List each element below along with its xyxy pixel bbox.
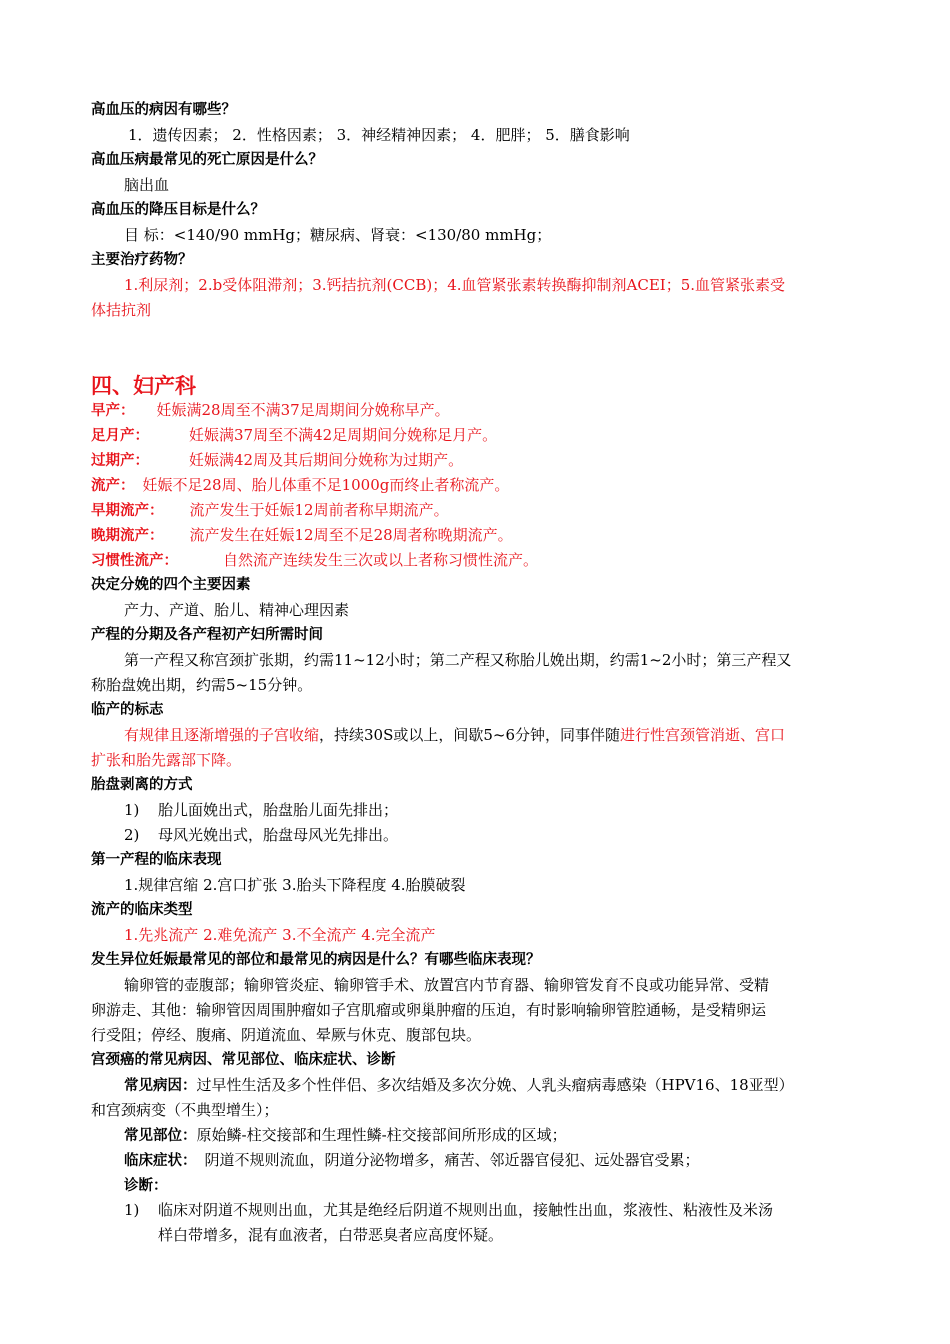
answer-hypertension-drugs-line2: 体拮抗剂	[91, 301, 152, 319]
question-placenta-separation: 胎盘剥离的方式	[91, 777, 193, 793]
cervical-diagnosis-label	[124, 1173, 870, 1199]
question-abortion-types: 流产的临床类型	[91, 902, 193, 918]
item-text: 母风光娩出式，胎盘母风光先排出。	[158, 826, 399, 844]
item-number: 1)	[124, 801, 140, 819]
term-definition: 流产发生于妊娠12周前者称早期流产。	[189, 501, 449, 519]
answer-labor-signs-line1	[124, 723, 870, 748]
term-label: 早期流产：	[91, 503, 164, 519]
item-text: 临床对阴道不规则出血，尤其是绝经后阴道不规则出血，接触性出血，浆液性、粘液性及米汤	[158, 1201, 774, 1219]
term-label: 早产：	[91, 403, 135, 419]
answer-abortion-types: 1.先兆流产 2.难免流产 3.不全流产 4.完全流产	[124, 926, 436, 944]
question-delivery-factors: 决定分娩的四个主要因素	[91, 577, 251, 593]
cervical-cause-line2: 和宫颈病变（不典型增生）；	[91, 1101, 279, 1119]
answer-hypertension-target: 目 标：<140/90 mmHg；糖尿病、肾衰：<130/80 mmHg；	[124, 226, 552, 244]
answer-hypertension-death: 脑出血	[124, 176, 170, 194]
section-title-obstetrics: 四、妇产科	[91, 374, 196, 398]
field-text: 过早性生活及多个性伴侣、多次结婚及多次分娩、人乳头瘤病毒感染（HPV16、18亚型）	[196, 1076, 794, 1094]
question-hypertension-target: 高血压的降压目标是什么？	[91, 202, 265, 218]
term-definition: 妊娠满37周至不满42足周期间分娩称足月产。	[189, 426, 498, 444]
cervical-site	[124, 1123, 870, 1149]
cervical-symptoms	[124, 1148, 870, 1174]
question-hypertension-death: 高血压病最常见的死亡原因是什么？	[91, 152, 323, 168]
term-label: 过期产：	[91, 453, 149, 469]
answer-hypertension-drugs-line1: 1.利尿剂；2.b受体阻滞剂；3.钙拮抗剂(CCB)；4.血管紧张素转换酶抑制剂ACEI；5.血管紧张素受	[124, 276, 786, 294]
answer-hypertension-cause: 1．遗传因素； 2．性格因素； 3．神经精神因素； 4．肥胖； 5．膳食影响	[128, 126, 630, 144]
field-text: 原始鳞-柱交接部和生理性鳞-柱交接部间所形成的区域；	[196, 1126, 567, 1144]
placenta-item	[124, 823, 870, 848]
highlight-text: 有规律且逐渐增强的子宫收缩	[124, 726, 320, 744]
cervical-diagnosis-line2: 样白带增多，混有血液者，白带恶臭者应高度怀疑。	[158, 1226, 504, 1244]
answer-labor-stages-line2: 称胎盘娩出期，约需5~15分钟。	[91, 676, 313, 694]
definition-term-birth	[91, 423, 870, 449]
term-label: 晚期流产：	[91, 528, 164, 544]
term-definition: 妊娠满28周至不满37足周期间分娩称早产。	[156, 401, 450, 419]
question-hypertension-drugs: 主要治疗药物？	[91, 252, 193, 268]
definition-abortion	[91, 473, 870, 499]
cervical-diagnosis-line1	[124, 1198, 870, 1223]
placenta-item	[124, 798, 870, 823]
answer-ectopic-line1: 输卵管的壶腹部；输卵管炎症、输卵管手术、放置宫内节育器、输卵管发育不良或功能异常、受精	[124, 976, 770, 994]
term-definition: 妊娠不足28周、胎儿体重不足1000g而终止者称流产。	[142, 476, 510, 494]
answer-ectopic-line3: 行受阻；停经、腹痛、阴道流血、晕厥与休克、腹部包块。	[91, 1026, 482, 1044]
body-text: ，持续30S或以上，间歇5~6分钟，同事伴随	[319, 726, 621, 744]
answer-labor-stages-line1: 第一产程又称宫颈扩张期，约需11~12小时；第二产程又称胎儿娩出期，约需1~2小时；第三产程又	[124, 651, 792, 669]
definition-habitual-abortion	[91, 548, 870, 574]
term-label: 习惯性流产：	[91, 553, 178, 569]
term-definition: 自然流产连续发生三次或以上者称习惯性流产。	[223, 551, 539, 569]
answer-first-stage: 1.规律宫缩 2.宫口扩张 3.胎头下降程度 4.胎膜破裂	[124, 876, 466, 894]
term-label: 足月产：	[91, 428, 149, 444]
answer-labor-signs-line2: 扩张和胎先露部下降。	[91, 751, 242, 769]
field-text: 阴道不规则流血，阴道分泌物增多，痛苦、邻近器官侵犯、远处器官受累；	[204, 1151, 700, 1169]
field-label: 临床症状：	[124, 1153, 197, 1169]
highlight-text: 进行性宫颈管消逝、宫口	[620, 726, 786, 744]
definition-postterm	[91, 448, 870, 474]
term-label: 流产：	[91, 478, 135, 494]
definition-early-abortion	[91, 498, 870, 524]
answer-delivery-factors: 产力、产道、胎儿、精神心理因素	[124, 601, 350, 619]
definition-late-abortion	[91, 523, 870, 549]
question-hypertension-cause: 高血压的病因有哪些？	[91, 102, 236, 118]
field-label: 常见部位：	[124, 1128, 197, 1144]
question-labor-signs: 临产的标志	[91, 702, 164, 718]
question-first-stage: 第一产程的临床表现	[91, 852, 222, 868]
item-number: 2)	[124, 826, 140, 844]
question-ectopic-pregnancy: 发生异位妊娠最常见的部位和最常见的病因是什么？有哪些临床表现？	[91, 952, 541, 968]
item-number: 1)	[124, 1201, 140, 1219]
question-labor-stages: 产程的分期及各产程初产妇所需时间	[91, 627, 323, 643]
term-definition: 妊娠满42周及其后期间分娩称为过期产。	[189, 451, 464, 469]
item-text: 胎儿面娩出式，胎盘胎儿面先排出；	[158, 801, 399, 819]
field-label: 诊断：	[124, 1178, 168, 1194]
definition-preterm	[91, 398, 870, 424]
cervical-cause-line1	[124, 1073, 870, 1099]
question-cervical-cancer: 宫颈癌的常见病因、常见部位、临床症状、诊断	[91, 1052, 396, 1068]
field-label: 常见病因：	[124, 1078, 197, 1094]
answer-ectopic-line2: 卵游走、其他：输卵管因周围肿瘤如子宫肌瘤或卵巢肿瘤的压迫，有时影响输卵管腔通畅，是受精卵运	[91, 1001, 767, 1019]
term-definition: 流产发生在妊娠12周至不足28周者称晚期流产。	[189, 526, 513, 544]
